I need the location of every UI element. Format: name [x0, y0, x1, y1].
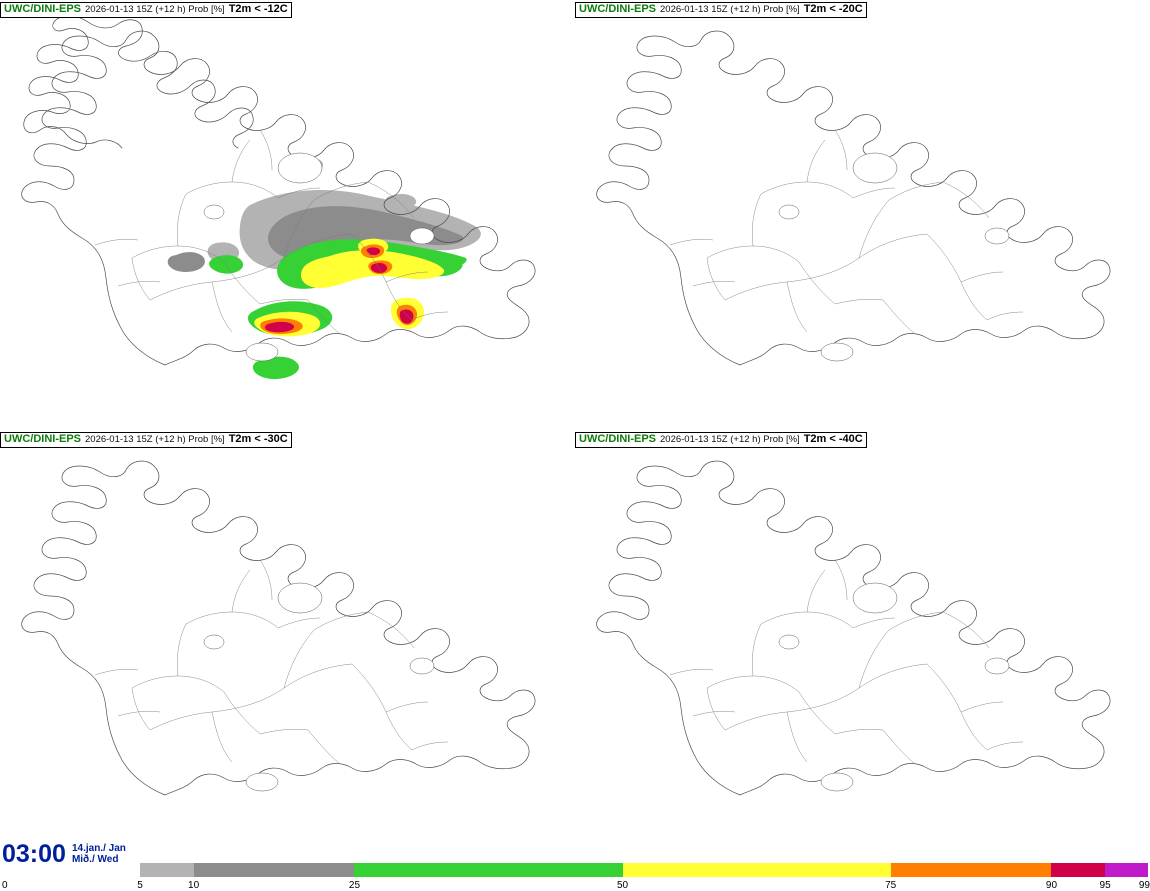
iceland-geometry	[22, 461, 535, 795]
colorbar-tick-95: 95	[1099, 880, 1111, 891]
colorbar-gradient	[140, 863, 1148, 877]
colorbar-segment-10-25	[194, 863, 355, 877]
map-panel-t2m-30[interactable]	[0, 430, 575, 860]
iceland-map-t2m-12	[0, 0, 575, 430]
iceland-map-t2m-30	[0, 430, 575, 860]
model-name: UWC/DINI-EPS	[579, 433, 656, 445]
run-info: 2026-01-13 15Z (+12 h) Prob [%]	[660, 4, 800, 15]
colorbar-segment-50-75	[623, 863, 891, 877]
model-name: UWC/DINI-EPS	[4, 3, 81, 15]
iceland-map-t2m-20	[575, 0, 1150, 430]
colorbar-tick-90: 90	[1045, 880, 1058, 891]
map-panel-t2m-40[interactable]	[575, 430, 1150, 860]
model-name: UWC/DINI-EPS	[4, 433, 81, 445]
colorbar-segment-75-90	[891, 863, 1052, 877]
colorbar-tick-5: 5	[137, 880, 143, 891]
colorbar-segment-5-10	[140, 863, 194, 877]
model-name: UWC/DINI-EPS	[579, 3, 656, 15]
colorbar-tick-10: 10	[188, 880, 200, 891]
parameter-label: T2m < -20C	[803, 3, 863, 15]
run-info: 2026-01-13 15Z (+12 h) Prob [%]	[85, 4, 225, 15]
colorbar-segment-90-95	[1051, 863, 1105, 877]
prob-patch-nw	[168, 252, 205, 272]
colorbar-tick-0: 0	[2, 880, 8, 891]
valid-time: 03:00	[2, 839, 66, 868]
parameter-label: T2m < -30C	[228, 433, 288, 445]
colorbar-tick-75: 75	[885, 880, 897, 891]
panel-title-bar	[575, 2, 867, 18]
iceland-map-t2m-40	[575, 430, 1150, 860]
map-panel-t2m-20[interactable]	[575, 0, 1150, 430]
run-info: 2026-01-13 15Z (+12 h) Prob [%]	[85, 434, 225, 445]
panel-title-bar	[0, 2, 292, 18]
colorbar-tick-25: 25	[348, 880, 361, 891]
probability-shading	[168, 157, 481, 379]
run-info: 2026-01-13 15Z (+12 h) Prob [%]	[660, 434, 800, 445]
valid-date	[72, 843, 126, 865]
panel-title-bar	[575, 432, 867, 448]
footer-strip	[0, 831, 1150, 891]
colorbar-tick-99: 99	[1138, 880, 1150, 891]
valid-date-line2: Mið./ Wed	[71, 854, 119, 865]
colorbar-tick-labels	[0, 878, 1150, 891]
probability-colorbar	[140, 863, 1148, 877]
map-panel-t2m-12[interactable]	[0, 0, 575, 430]
iceland-geometry	[597, 31, 1110, 365]
panel-title-bar	[0, 432, 292, 448]
colorbar-tick-50: 50	[616, 880, 629, 891]
valid-time-block	[0, 831, 140, 877]
colorbar-segment-95-99	[1105, 863, 1148, 877]
valid-date-line1: 14.jan./ Jan	[71, 843, 126, 854]
parameter-label: T2m < -12C	[228, 3, 288, 15]
iceland-geometry	[597, 461, 1110, 795]
parameter-label: T2m < -40C	[803, 433, 863, 445]
colorbar-segment-25-50	[354, 863, 622, 877]
